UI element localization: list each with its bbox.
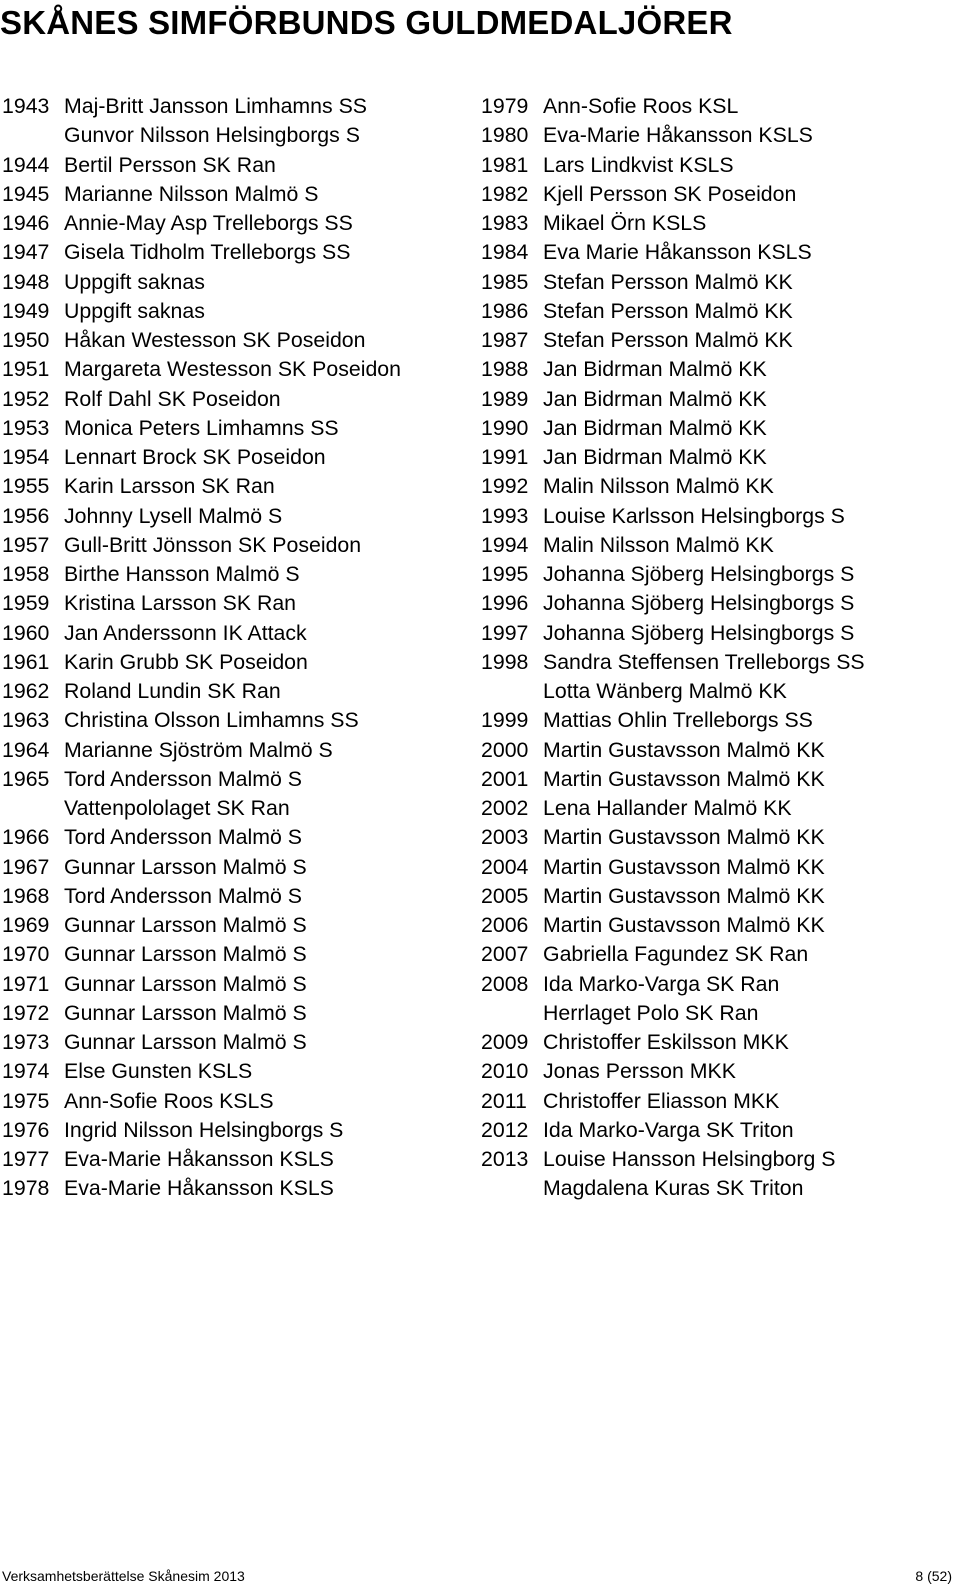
medalist-year: 1957	[2, 532, 50, 557]
medalist-row	[481, 1116, 960, 1145]
medalist-row	[481, 970, 960, 999]
medalist-row	[2, 999, 472, 1028]
medalist-year: 2003	[481, 825, 529, 850]
medalist-row	[481, 297, 960, 326]
medalist-name: Gunvor Nilsson Helsingborgs S	[64, 123, 360, 148]
medalist-row	[481, 268, 960, 297]
page-title: SKÅNES SIMFÖRBUNDS GULDMEDALJÖRER	[0, 4, 733, 41]
medalist-year: 1947	[2, 240, 50, 265]
medalist-name: Malin Nilsson Malmö KK	[543, 532, 774, 557]
medalist-name: Lennart Brock SK Poseidon	[64, 445, 326, 469]
medalist-year: 1998	[481, 649, 529, 674]
medalist-year: 1973	[2, 1030, 50, 1054]
medalist-name: Ingrid Nilsson Helsingborgs S	[64, 1117, 344, 1142]
medalist-name: Martin Gustavsson Malmö KK	[543, 883, 825, 908]
medalist-row	[2, 268, 472, 297]
medalist-name: Tord Andersson Malmö S	[64, 883, 302, 908]
medalist-year: 1948	[2, 269, 50, 294]
medalist-year: 1966	[2, 825, 50, 850]
medalist-year: 2011	[481, 1088, 527, 1113]
medalist-year: 1996	[481, 591, 529, 616]
medalist-row	[2, 297, 472, 326]
medalist-year: 1976	[2, 1117, 50, 1142]
medalist-year: 1985	[481, 269, 529, 294]
medalist-year: 1949	[2, 298, 50, 323]
medalist-name: Håkan Westesson SK Poseidon	[64, 328, 366, 352]
medalist-year: 1990	[481, 415, 529, 440]
medalist-name: Martin Gustavsson Malmö KK	[543, 854, 825, 879]
medalist-row	[481, 472, 960, 501]
medalist-year	[2, 121, 64, 150]
medalist-name: Karin Larsson SK Ran	[64, 474, 275, 499]
medalist-row	[2, 151, 472, 180]
medalist-year	[481, 677, 543, 706]
medalist-name: Gisela Tidholm Trelleborgs SS	[64, 240, 351, 265]
medalist-year: 2005	[481, 883, 529, 908]
medalist-year: 2009	[481, 1030, 529, 1054]
medalist-name: Jan Bidrman Malmö KK	[543, 415, 767, 440]
medalist-year: 1943	[2, 94, 50, 118]
medalist-name: Magdalena Kuras SK Triton	[543, 1176, 804, 1201]
medalist-name: Bertil Persson SK Ran	[64, 152, 276, 177]
medalist-name: Stefan Persson Malmö KK	[543, 328, 793, 352]
medalist-row	[2, 970, 472, 999]
medalist-row	[2, 853, 472, 882]
medalist-year	[481, 1174, 543, 1203]
medalist-row	[481, 619, 960, 648]
medalist-row	[481, 1145, 960, 1174]
medalist-row	[2, 882, 472, 911]
medalist-list-right	[481, 92, 960, 1204]
medalist-year: 1982	[481, 181, 529, 206]
medalist-year: 1963	[2, 708, 50, 733]
medalist-row	[2, 765, 472, 794]
medalist-row	[481, 238, 960, 267]
medalist-year: 1970	[2, 942, 50, 967]
medalist-row	[2, 1174, 472, 1203]
medalist-row	[481, 589, 960, 618]
medalist-year: 1960	[2, 620, 50, 645]
medalist-name: Johnny Lysell Malmö S	[64, 503, 283, 528]
medalist-row	[2, 92, 472, 121]
medalist-year: 1975	[2, 1088, 50, 1113]
medalist-row	[481, 355, 960, 384]
medalist-row	[481, 911, 960, 940]
medalist-year: 1997	[481, 620, 529, 645]
medalist-year: 1987	[481, 328, 529, 352]
medalist-year: 1946	[2, 211, 50, 235]
medalist-year: 1971	[2, 971, 50, 996]
medalist-year: 1972	[2, 1000, 50, 1025]
medalist-name: Louise Hansson Helsingborg S	[543, 1147, 836, 1171]
medalist-name: Gabriella Fagundez SK Ran	[543, 942, 809, 967]
medalist-row	[481, 882, 960, 911]
medalist-name: Lotta Wänberg Malmö KK	[543, 679, 787, 703]
medalist-name: Eva-Marie Håkansson KSLS	[543, 123, 813, 148]
medalist-list-left	[2, 92, 472, 1204]
medalist-name: Gunnar Larsson Malmö S	[64, 971, 307, 996]
medalist-year: 1953	[2, 415, 50, 440]
medalist-row	[2, 794, 472, 823]
medalist-name: Jan Bidrman Malmö KK	[543, 386, 767, 411]
medalist-name: Gunnar Larsson Malmö S	[64, 1030, 307, 1054]
medalist-year: 1979	[481, 94, 529, 118]
medalist-name: Uppgift saknas	[64, 298, 205, 323]
medalist-row	[2, 619, 472, 648]
medalist-name: Martin Gustavsson Malmö KK	[543, 737, 825, 762]
medalist-row	[481, 765, 960, 794]
medalist-year: 1984	[481, 240, 529, 265]
medalist-name: Johanna Sjöberg Helsingborgs S	[543, 620, 855, 645]
medalist-year: 1993	[481, 503, 529, 528]
medalist-row	[2, 677, 472, 706]
medalist-year: 1965	[2, 766, 50, 791]
medalist-year: 2010	[481, 1059, 529, 1084]
medalist-row	[481, 706, 960, 735]
medalist-row	[2, 414, 472, 443]
medalist-name: Martin Gustavsson Malmö KK	[543, 825, 825, 850]
medalist-name: Eva-Marie Håkansson KSLS	[64, 1176, 334, 1201]
medalist-name: Ann-Sofie Roos KSLS	[64, 1088, 274, 1113]
medalist-name: Christina Olsson Limhamns SS	[64, 708, 359, 733]
medalist-row	[2, 1116, 472, 1145]
medalist-name: Gunnar Larsson Malmö S	[64, 942, 307, 967]
medalist-name: Ida Marko-Varga SK Ran	[543, 971, 780, 996]
medalist-year: 1944	[2, 152, 50, 177]
medalist-year: 1950	[2, 328, 50, 352]
medalist-name: Kristina Larsson SK Ran	[64, 591, 297, 616]
medalist-name: Margareta Westesson SK Poseidon	[64, 357, 401, 382]
medalist-year: 1989	[481, 386, 529, 411]
medalist-row	[481, 1057, 960, 1086]
medalist-row	[2, 472, 472, 501]
medalist-name: Rolf Dahl SK Poseidon	[64, 386, 281, 411]
medalist-row	[481, 794, 960, 823]
medalist-row	[2, 1145, 472, 1174]
medalist-year: 1999	[481, 708, 529, 733]
medalist-row	[2, 209, 472, 238]
medalist-year: 2002	[481, 796, 529, 820]
medalist-name: Lena Hallander Malmö KK	[543, 796, 792, 820]
medalist-name: Herrlaget Polo SK Ran	[543, 1000, 759, 1025]
medalist-row	[2, 560, 472, 589]
medalist-name: Johanna Sjöberg Helsingborgs S	[543, 562, 855, 586]
medalist-row	[481, 648, 960, 677]
medalist-name: Ida Marko-Varga SK Triton	[543, 1117, 794, 1142]
medalist-row	[481, 1028, 960, 1057]
medalist-row	[481, 209, 960, 238]
medalist-name: Maj-Britt Jansson Limhamns SS	[64, 94, 367, 118]
medalist-row	[2, 238, 472, 267]
medalist-year: 1962	[2, 679, 50, 703]
medalist-name: Tord Andersson Malmö S	[64, 766, 302, 791]
medalist-row	[2, 180, 472, 209]
medalist-name: Gunnar Larsson Malmö S	[64, 854, 307, 879]
medalist-row	[481, 1087, 960, 1116]
medalist-row	[481, 121, 960, 150]
medalist-row	[2, 502, 472, 531]
medalist-year: 1981	[481, 152, 529, 177]
medalist-year: 1945	[2, 181, 50, 206]
medalist-row	[481, 531, 960, 560]
medalist-row	[481, 940, 960, 969]
medalist-year: 1978	[2, 1176, 50, 1201]
medalist-name: Christoffer Eliasson MKK	[543, 1088, 780, 1113]
medalist-year: 2013	[481, 1147, 529, 1171]
medalist-row	[2, 706, 472, 735]
medalist-name: Martin Gustavsson Malmö KK	[543, 766, 825, 791]
medalist-year: 2004	[481, 854, 529, 879]
medalist-year: 1977	[2, 1147, 50, 1171]
medalist-row	[481, 502, 960, 531]
medalist-name: Tord Andersson Malmö S	[64, 825, 302, 850]
medalist-row	[2, 823, 472, 852]
medalist-year: 1951	[2, 357, 50, 382]
medalist-row	[2, 385, 472, 414]
medalist-name: Malin Nilsson Malmö KK	[543, 474, 774, 499]
medalist-row	[481, 1174, 960, 1203]
medalist-year: 1959	[2, 591, 50, 616]
medalist-row	[2, 531, 472, 560]
medalist-name: Sandra Steffensen Trelleborgs SS	[543, 649, 865, 674]
medalist-row	[2, 326, 472, 355]
medalist-year: 1961	[2, 649, 50, 674]
medalist-name: Else Gunsten KSLS	[64, 1059, 253, 1084]
medalist-name: Birthe Hansson Malmö S	[64, 562, 300, 586]
medalist-name: Stefan Persson Malmö KK	[543, 269, 793, 294]
medalist-row	[481, 385, 960, 414]
medalist-name: Stefan Persson Malmö KK	[543, 298, 793, 323]
medalist-name: Jan Bidrman Malmö KK	[543, 357, 767, 382]
medalist-row	[481, 677, 960, 706]
medalist-row	[481, 823, 960, 852]
medalist-row	[2, 736, 472, 765]
medalist-row	[2, 355, 472, 384]
medalist-name: Ann-Sofie Roos KSL	[543, 94, 739, 118]
medalist-year: 1955	[2, 474, 50, 499]
medalist-year: 2007	[481, 942, 529, 967]
medalist-row	[481, 151, 960, 180]
medalist-year: 1952	[2, 386, 50, 411]
medalist-year: 1988	[481, 357, 529, 382]
medalist-name: Mikael Örn KSLS	[543, 211, 707, 235]
medalist-name: Eva-Marie Håkansson KSLS	[64, 1147, 334, 1171]
medalist-year: 1954	[2, 445, 50, 469]
medalist-row	[2, 1057, 472, 1086]
medalist-year: 2000	[481, 737, 529, 762]
medalist-name: Martin Gustavsson Malmö KK	[543, 913, 825, 937]
medalist-name: Marianne Nilsson Malmö S	[64, 181, 319, 206]
medalist-row	[2, 911, 472, 940]
medalist-name: Jan Bidrman Malmö KK	[543, 445, 767, 469]
medalist-year	[481, 999, 543, 1028]
medalist-name: Johanna Sjöberg Helsingborgs S	[543, 591, 855, 616]
medalist-name: Gull-Britt Jönsson SK Poseidon	[64, 532, 362, 557]
medalist-name: Uppgift saknas	[64, 269, 205, 294]
medalist-year: 1980	[481, 123, 529, 148]
medalist-row	[2, 1087, 472, 1116]
medalist-year: 2008	[481, 971, 529, 996]
medalist-name: Jonas Persson MKK	[543, 1059, 736, 1084]
medalist-year: 1968	[2, 883, 50, 908]
medalist-year: 1958	[2, 562, 50, 586]
medalist-year: 1967	[2, 854, 50, 879]
medalist-name: Jan Anderssonn IK Attack	[64, 620, 307, 645]
footer-page-number: 8 (52)	[915, 1568, 952, 1584]
medalist-year: 1986	[481, 298, 529, 323]
medalist-name: Gunnar Larsson Malmö S	[64, 913, 307, 937]
medalist-year: 1992	[481, 474, 529, 499]
medalist-name: Vattenpololaget SK Ran	[64, 796, 290, 820]
medalist-name: Annie-May Asp Trelleborgs SS	[64, 211, 353, 235]
medalist-year: 1969	[2, 913, 50, 937]
medalist-name: Mattias Ohlin Trelleborgs SS	[543, 708, 813, 733]
medalist-year: 1991	[481, 445, 529, 469]
medalist-year: 2006	[481, 913, 529, 937]
medalist-year: 1983	[481, 211, 529, 235]
medalist-name: Gunnar Larsson Malmö S	[64, 1000, 307, 1025]
medalist-name: Louise Karlsson Helsingborgs S	[543, 503, 845, 528]
medalist-name: Karin Grubb SK Poseidon	[64, 649, 308, 674]
medalist-row	[2, 589, 472, 618]
medalist-year: 1974	[2, 1059, 50, 1084]
medalist-year: 1995	[481, 562, 529, 586]
footer-document-name: Verksamhetsberättelse Skånesim 2013	[2, 1568, 245, 1584]
medalist-row	[2, 648, 472, 677]
medalist-name: Eva Marie Håkansson KSLS	[543, 240, 812, 265]
medalist-name: Marianne Sjöström Malmö S	[64, 737, 333, 762]
medalist-row	[481, 92, 960, 121]
medalist-row	[481, 560, 960, 589]
medalist-row	[481, 414, 960, 443]
medalist-row	[2, 940, 472, 969]
medalist-row	[481, 736, 960, 765]
medalist-year	[2, 794, 64, 823]
medalist-name: Monica Peters Limhamns SS	[64, 415, 339, 440]
medalist-year: 2001	[481, 766, 529, 791]
medalist-name: Roland Lundin SK Ran	[64, 679, 281, 703]
medalist-name: Christoffer Eskilsson MKK	[543, 1030, 789, 1054]
medalist-year: 2012	[481, 1117, 529, 1142]
medalist-row	[481, 999, 960, 1028]
medalist-name: Lars Lindkvist KSLS	[543, 152, 734, 177]
medalist-year: 1964	[2, 737, 50, 762]
medalist-row	[481, 180, 960, 209]
medalist-name: Kjell Persson SK Poseidon	[543, 181, 797, 206]
medalist-row	[481, 443, 960, 472]
medalist-row	[481, 326, 960, 355]
medalist-row	[2, 121, 472, 150]
medalist-year: 1956	[2, 503, 50, 528]
medalist-row	[2, 1028, 472, 1057]
medalist-row	[481, 853, 960, 882]
medalist-year: 1994	[481, 532, 529, 557]
medalist-row	[2, 443, 472, 472]
